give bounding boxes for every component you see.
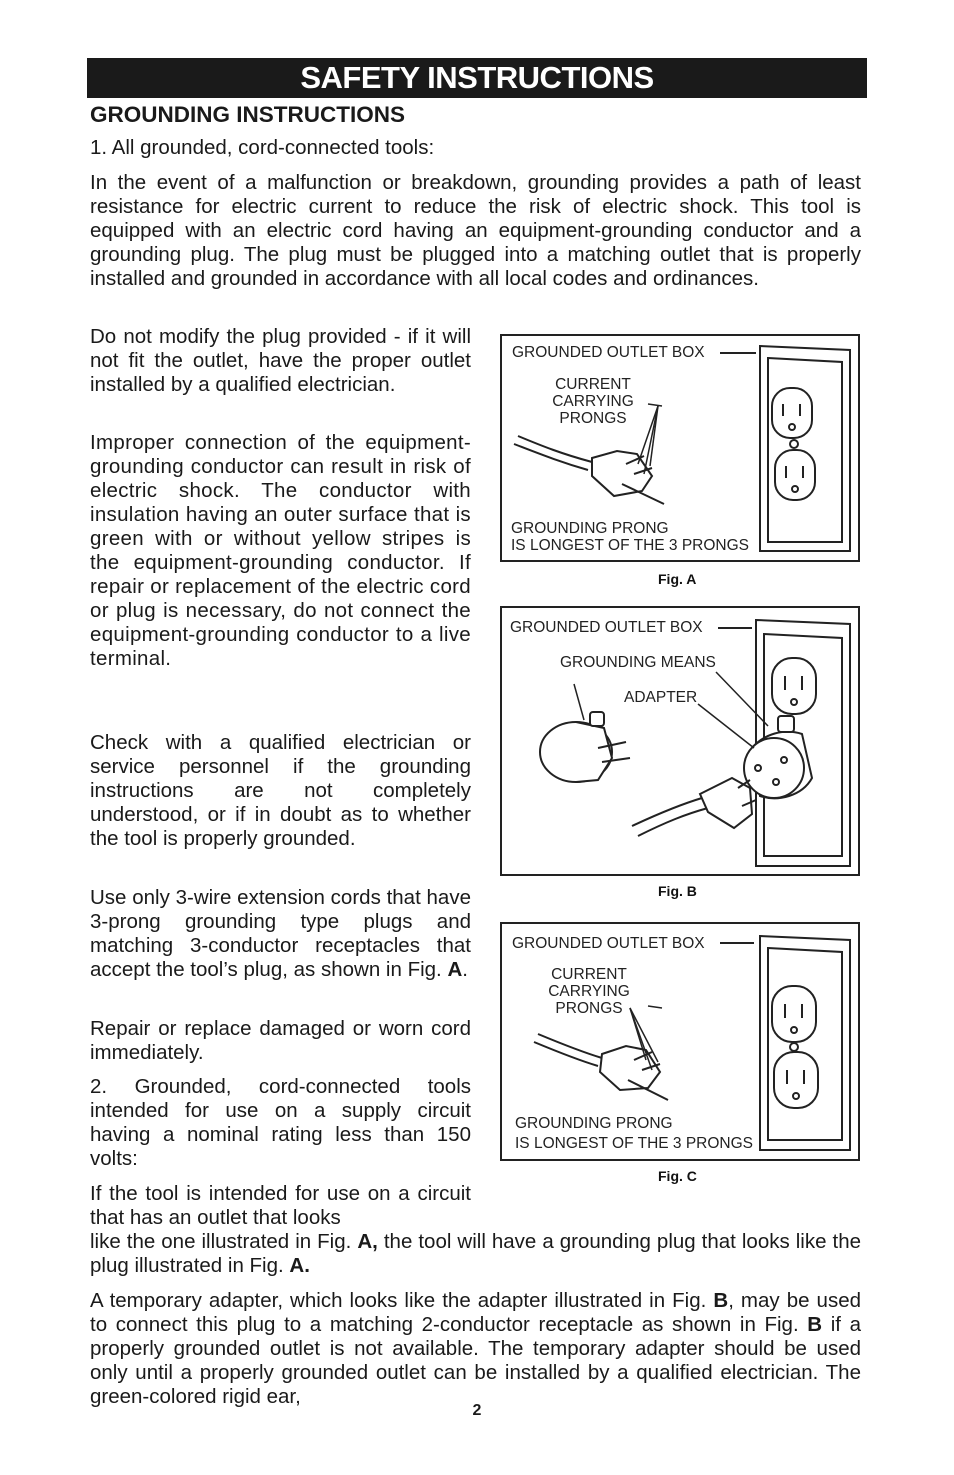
paragraph-temporary-adapter: A temporary adapter, which looks like the adapter illustrated in Fig. B, may be used to connect this plug to a matching 2-conductor receptacle as shown in Fig. B if a properly grounded outlet is not available. The temporary adapter should be used only until a properly grounded outlet can be installed by a qualified electrician. The green-colored rigid ear, bbox=[90, 1289, 862, 1408]
list-item-2: 2. Grounded, cord-connected tools intended for use on a supply circuit having a nominal rating less than 150 volts: bbox=[90, 1075, 471, 1170]
figure-b-illustration bbox=[502, 608, 858, 874]
adapter-label: ADAPTER bbox=[624, 689, 698, 706]
plug-icon bbox=[514, 436, 664, 504]
grounding-means-label: GROUNDING MEANS bbox=[560, 654, 716, 671]
page-number: 2 bbox=[472, 1402, 482, 1419]
figure-a-caption: Fig. A bbox=[658, 571, 697, 587]
current-prongs-label: CURRENT CARRYING PRONGS bbox=[552, 376, 634, 427]
two-prong-plug-icon bbox=[540, 712, 630, 782]
figure-b bbox=[500, 606, 860, 876]
paragraph-grounding-path: In the event of a malfunction or breakdown, grounding provides a path of least resistance for electric current to reduce the risk of electric shock. This tool is equipped with an electric cord having an equipment-grounding conductor and a grounding plug. The plug must be plugged into a matching outlet that is properly installed and grounded in accordance with all local codes and ordinances. bbox=[90, 171, 861, 290]
paragraph-improper-connection: Improper connection of the equipment-grounding conductor can result in risk of electric shock. The conductor with insulation having an outer surface that is green with or without yellow stripes is the equipment-grounding conductor. If repair or replacement of the electric cord or plug is necessary, do not connect the equipment-grounding conductor to a live terminal. bbox=[90, 431, 471, 670]
paragraph-extension-cords: Use only 3-wire extension cords that have 3-prong grounding type plugs and matching 3-conductor receptacles that accept the tool’s plug, as shown in Fig. A. bbox=[90, 886, 471, 981]
figure-c-caption: Fig. C bbox=[658, 1168, 697, 1184]
outlet-icon bbox=[760, 346, 850, 551]
outlet-icon bbox=[760, 936, 850, 1150]
section-heading: GROUNDING INSTRUCTIONS bbox=[90, 102, 405, 127]
current-prongs-label: CURRENT CARRYING PRONGS bbox=[548, 966, 630, 1017]
paragraph-check-electrician: Check with a qualified electrician or service personnel if the grounding instructions are not completely understood, or if in doubt as to whether the tool is properly grounded. bbox=[90, 731, 471, 850]
outlet-box-label: GROUNDED OUTLET BOX bbox=[512, 935, 705, 952]
list-item-1: 1. All grounded, cord-connected tools: bbox=[90, 136, 435, 159]
paragraph-grounding-plug: like the one illustrated in Fig. A, the tool will have a grounding plug that looks like the plug illustrated in Fig. A. bbox=[90, 1230, 861, 1277]
paragraph-repair-cord: Repair or replace damaged or worn cord immediately. bbox=[90, 1017, 471, 1064]
figure-b-caption: Fig. B bbox=[658, 883, 697, 899]
plug-icon bbox=[632, 778, 756, 836]
grounding-prong-label: GROUNDING PRONG IS LONGEST OF THE 3 PRONGS bbox=[515, 1115, 754, 1152]
paragraph-modify-plug: Do not modify the plug provided - if it will not fit the outlet, have the proper outlet installed by a qualified electrician. bbox=[90, 325, 471, 396]
grounding-prong-label: GROUNDING PRONG IS LONGEST OF THE 3 PRONGS bbox=[511, 520, 750, 554]
outlet-box-label: GROUNDED OUTLET BOX bbox=[512, 344, 705, 361]
figure-c bbox=[500, 922, 860, 1161]
outlet-box-label: GROUNDED OUTLET BOX bbox=[510, 619, 703, 636]
page-title: SAFETY INSTRUCTIONS bbox=[87, 58, 867, 98]
figure-a bbox=[500, 334, 860, 562]
paragraph-outlet-intro: If the tool is intended for use on a circuit that has an outlet that looks bbox=[90, 1182, 471, 1229]
